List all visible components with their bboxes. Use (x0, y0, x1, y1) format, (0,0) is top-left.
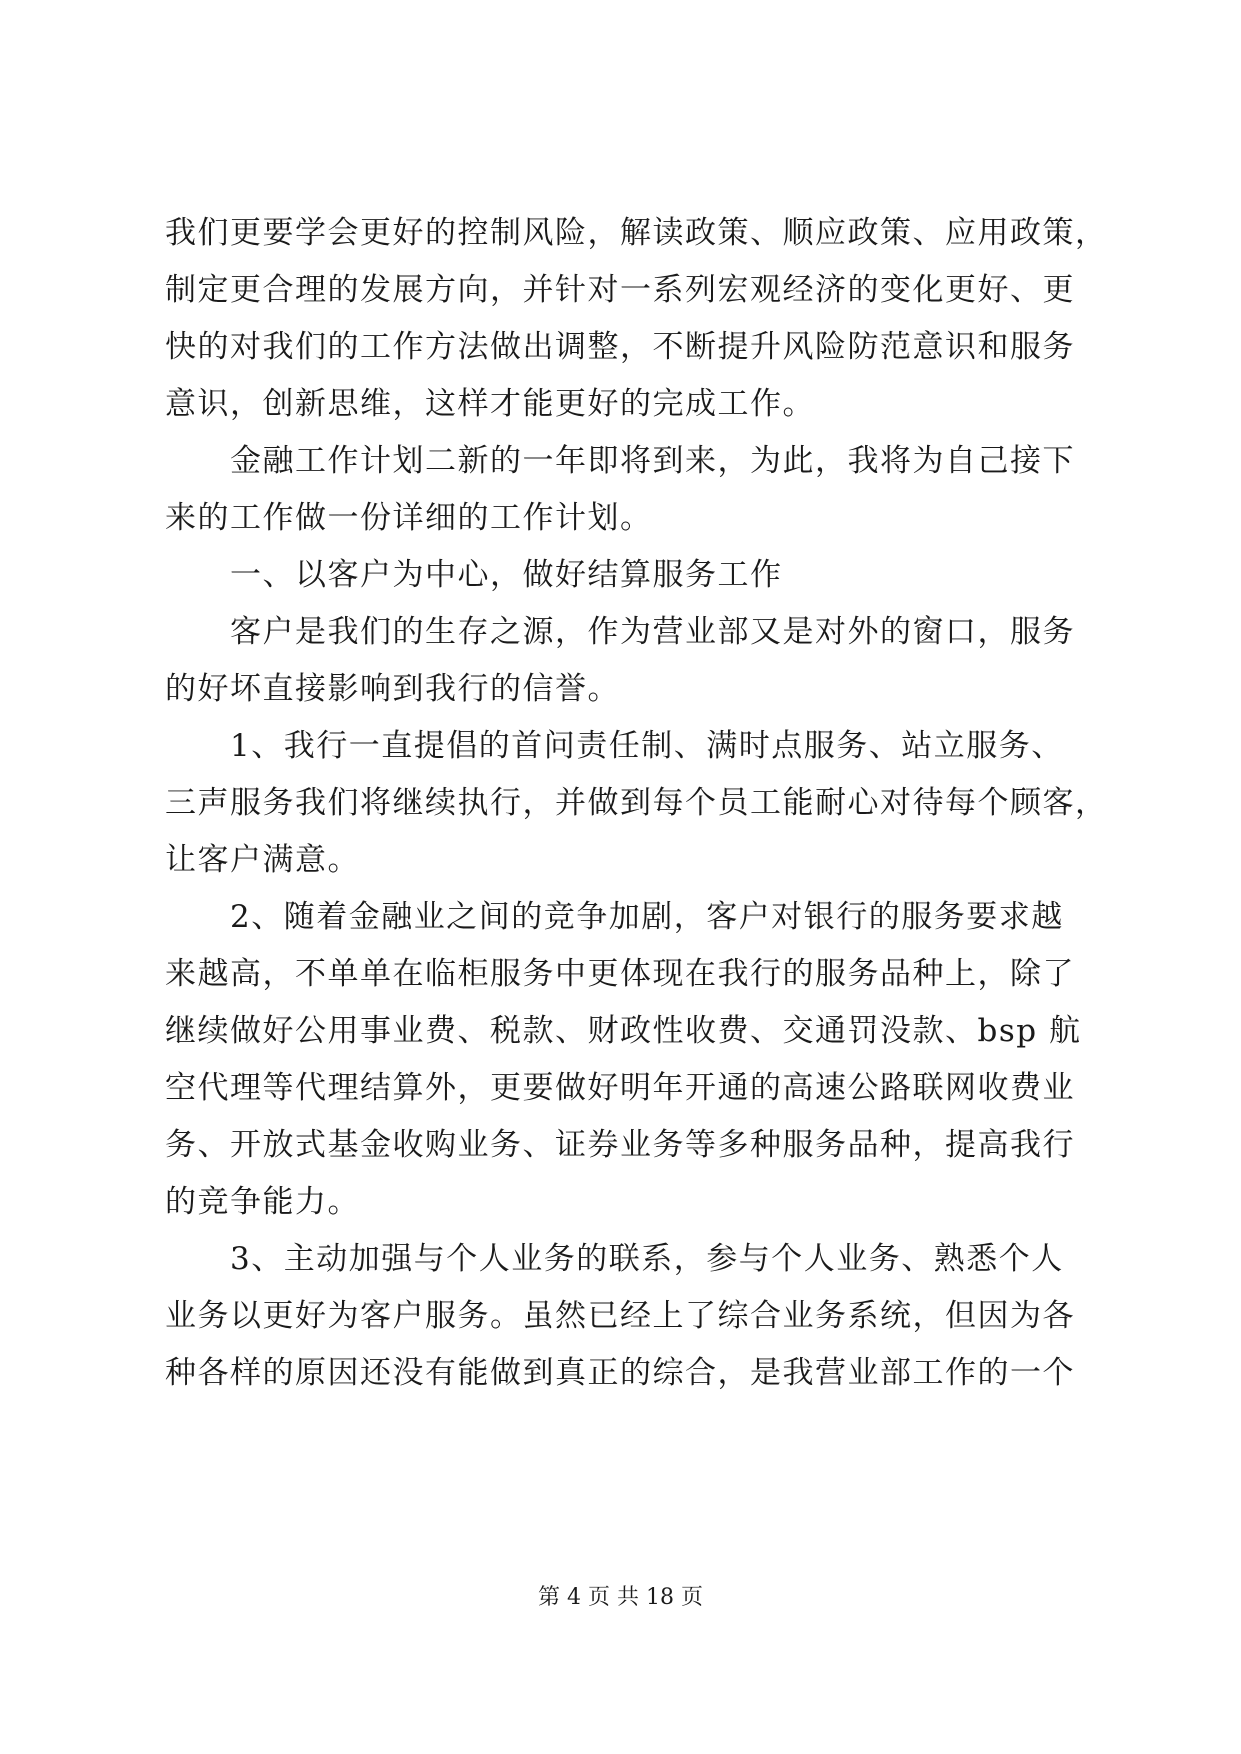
paragraph-start-line: 1、我行一直提倡的首问责任制、满时点服务、站立服务、 (230, 728, 1064, 764)
paragraph-start-line: 3、主动加强与个人业务的联系，参与个人业务、熟悉个人 (230, 1241, 1064, 1277)
section-heading: 一、以客户为中心，做好结算服务工作 (230, 557, 783, 593)
text-line: 来越高，不单单在临柜服务中更体现在我行的服务品种上，除了 (165, 956, 1075, 992)
text-line: 制定更合理的发展方向，并针对一系列宏观经济的变化更好、更 (165, 272, 1075, 308)
paragraph-start-line: 2、随着金融业之间的竞争加剧，客户对银行的服务要求越 (230, 899, 1064, 935)
text-line: 业务以更好为客户服务。虽然已经上了综合业务系统，但因为各 (165, 1298, 1075, 1334)
text-line: 继续做好公用事业费、税款、财政性收费、交通罚没款、bsp 航 (165, 1013, 1082, 1049)
text-line: 我们更要学会更好的控制风险，解读政策、顺应政策、应用政策， (165, 215, 1108, 251)
text-line: 意识，创新思维，这样才能更好的完成工作。 (165, 386, 815, 422)
paragraph-start-line: 金融工作计划二新的一年即将到来，为此，我将为自己接下 (230, 443, 1075, 479)
paragraph-start-line: 客户是我们的生存之源，作为营业部又是对外的窗口，服务 (230, 614, 1075, 650)
text-line: 空代理等代理结算外，更要做好明年开通的高速公路联网收费业 (165, 1070, 1075, 1106)
text-line: 的好坏直接影响到我行的信誉。 (165, 671, 620, 707)
text-line: 来的工作做一份详细的工作计划。 (165, 500, 653, 536)
text-line: 让客户满意。 (165, 842, 360, 878)
text-line: 务、开放式基金收购业务、证券业务等多种服务品种，提高我行 (165, 1127, 1075, 1163)
text-line: 的竞争能力。 (165, 1184, 360, 1220)
text-line: 三声服务我们将继续执行，并做到每个员工能耐心对待每个顾客， (165, 785, 1108, 821)
page-footer: 第 4 页 共 18 页 (538, 1585, 703, 1610)
text-line: 种各样的原因还没有能做到真正的综合，是我营业部工作的一个 (165, 1355, 1075, 1391)
text-line: 快的对我们的工作方法做出调整，不断提升风险防范意识和服务 (165, 329, 1075, 365)
